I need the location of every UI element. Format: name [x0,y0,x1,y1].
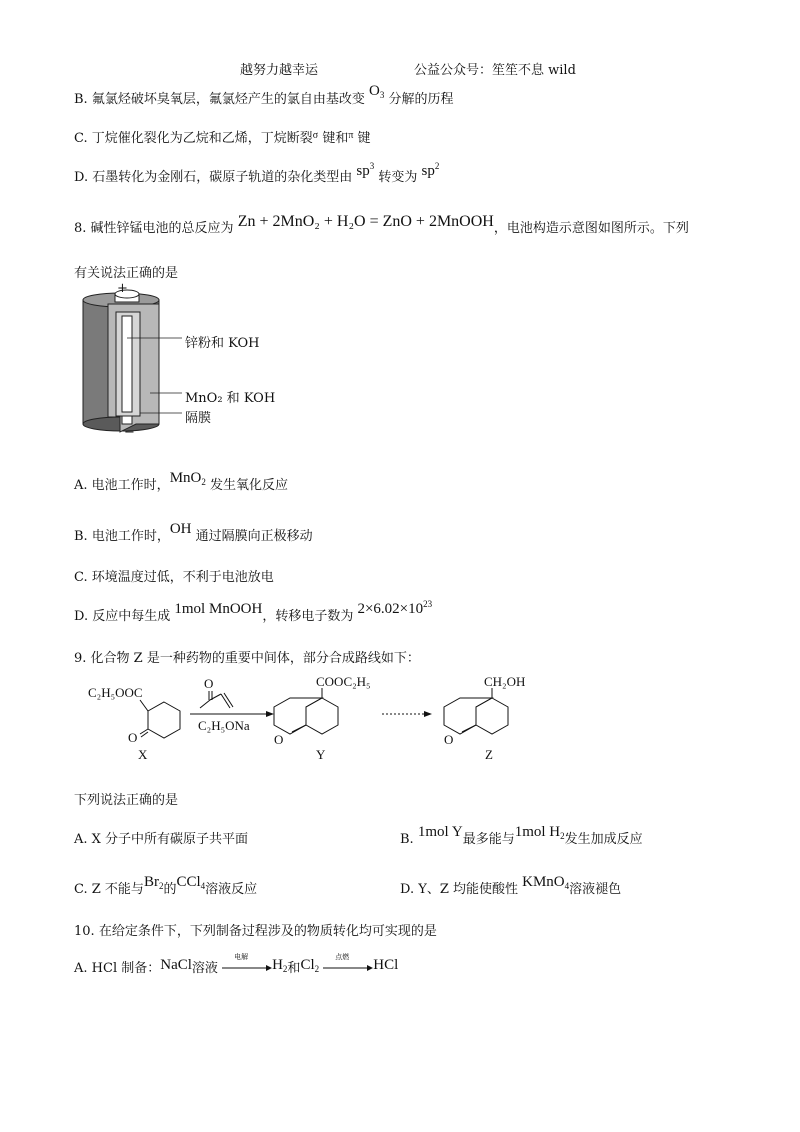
option-text: X 分子中所有碳原子共平面 [91,832,249,847]
chem-formula: OH [169,521,192,537]
arrow-icon [323,964,373,972]
q8-stem [74,213,689,237]
option-text: 溶液褪色 [569,882,622,897]
q8-option-a [74,470,289,494]
option-text: 发生氧化反应 [210,478,289,493]
reaction-arrow-1 [190,676,274,733]
q7-option-b [74,83,454,108]
option-text: 溶液 [191,961,218,976]
synthesis-scheme [80,672,560,764]
chem-formula: MnO$_2$ [169,470,206,487]
arrow-icon [222,964,272,972]
option-text: 最多能与 [462,832,515,847]
option-text: 分解的历程 [388,92,454,107]
chem-formula: 1mol MnOOH [174,601,263,617]
option-label: A. [74,832,88,847]
x-label: X [138,747,148,762]
molecule-z [444,674,525,762]
question-text: 化合物 Z 是一种药物的重要中间体，部分合成路线如下： [90,651,420,666]
option-label: A. [74,478,88,493]
header-left: 越努力越幸运 [240,63,319,78]
option-text: Z 不能与 [91,882,144,897]
y-substituent: COOC₂H₅ [316,674,371,689]
option-label: C. [74,570,88,585]
label-zinc-koh: 锌粉和 KOH [185,336,260,351]
question-number: 10. [74,924,95,939]
reaction-arrow [222,952,272,976]
reaction-arrow-2 [382,711,432,717]
arrow-condition: 点燃 [335,952,350,961]
q8-option-b [74,521,313,545]
z-substituent: CH₂OH [484,674,526,689]
reagent-base: C₂H₅ONa [198,718,250,733]
chem-formula: CCl$_4$ [176,874,206,891]
chem-formula: $Cl_2$ [300,957,320,974]
number-expression: $2\times 6.02\times 10^{23}$ [357,599,433,617]
sigma-symbol: σ [312,130,319,141]
chem-formula: KMnO$_4$ [522,874,570,891]
option-label: C. [74,882,88,897]
pi-symbol: π [348,130,354,141]
reaction-arrow [323,952,373,976]
option-text: 和 [287,961,301,976]
q10-option-a [74,952,399,977]
q9-stem [74,647,420,666]
positive-terminal-label: + [117,281,128,296]
chem-formula: $H_2$ [272,957,288,974]
question-number: 8. [74,221,87,236]
q7-option-c [74,127,371,146]
q9-option-b [400,824,643,848]
chem-formula: $sp^3$ [356,161,375,179]
option-text: 通过隔膜向正极移动 [195,529,313,544]
q7-option-d [74,161,440,186]
option-text: 电池工作时， [91,529,170,544]
chem-formula: $sp^2$ [421,161,440,179]
reaction-equation: Zn + 2MnO₂ + H₂O = ZnO + 2MnOOH [237,213,494,230]
option-text: Y、Z 均能使酸性 [418,882,518,897]
y-oxygen: O [274,732,284,747]
option-text: 环境温度过低，不利于电池放电 [91,570,274,585]
option-text: 反应中每生成 [92,609,171,624]
z-oxygen: O [444,732,454,747]
q8-option-c [74,566,274,585]
question-text: ，电池构造示意图如图所示。下列 [493,221,689,236]
chem-formula: $Br_2$ [143,874,164,891]
chem-formula: 1mol $H_2$ [514,824,565,841]
question-text: 在给定条件下，下列制备过程涉及的物质转化均可实现的是 [98,924,437,939]
chem-formula: $O_3$ [368,83,385,100]
z-label: Z [485,747,493,762]
option-text: ，转移电子数为 [262,609,354,624]
option-text: 溶液反应 [205,882,258,897]
option-text: 发生加成反应 [564,832,643,847]
chem-formula: HCl [373,957,399,973]
option-label: B. [74,92,88,107]
q8-stem-cont: 有关说法正确的是 [74,266,179,281]
option-label: B. [74,529,88,544]
option-label: D. [74,170,89,185]
option-text: 键和 [322,131,349,146]
q9-option-c [74,874,258,898]
header-right: 公益公众号：笙笙不息 wild [414,63,576,78]
label-membrane: 隔膜 [185,411,212,426]
option-text: 氟氯烃破坏臭氧层，氟氯烃产生的氯自由基改变 [91,92,365,107]
option-label: D. [74,609,89,624]
x-oxygen: O [128,730,138,745]
option-text: 电池工作时， [91,478,170,493]
arrow-condition: 电解 [234,952,249,961]
x-substituent: C₂H₅OOC [88,685,143,700]
question-text: 碱性锌锰电池的总反应为 [90,221,234,236]
option-text: 石墨转化为金刚石，碳原子轨道的杂化类型由 [92,170,353,185]
molecule-x [88,685,180,762]
option-label: D. [400,882,415,897]
chem-formula: 1mol Y [417,824,463,840]
option-label: C. [74,131,88,146]
option-text: HCl 制备： [91,961,161,976]
q9-ask: 下列说法正确的是 [74,793,179,808]
question-number: 9. [74,651,87,666]
option-text: 转变为 [378,170,418,185]
q8-option-d [74,599,433,625]
option-label: B. [400,832,414,847]
molecule-y [274,674,371,762]
label-mno2-koh: MnO₂ 和 KOH [185,391,276,406]
y-label: Y [316,747,326,762]
reagent-oxygen: O [204,676,214,691]
option-text: 键 [357,131,371,146]
option-text: 丁烷催化裂化为乙烷和乙烯，丁烷断裂 [91,131,313,146]
option-label: A. [74,961,88,976]
negative-terminal-label: − [124,425,135,440]
q9-option-d [400,874,622,898]
chem-formula: NaCl [160,957,192,973]
q10-stem [74,920,437,939]
option-text: 的 [163,882,177,897]
q9-option-a [74,828,248,847]
